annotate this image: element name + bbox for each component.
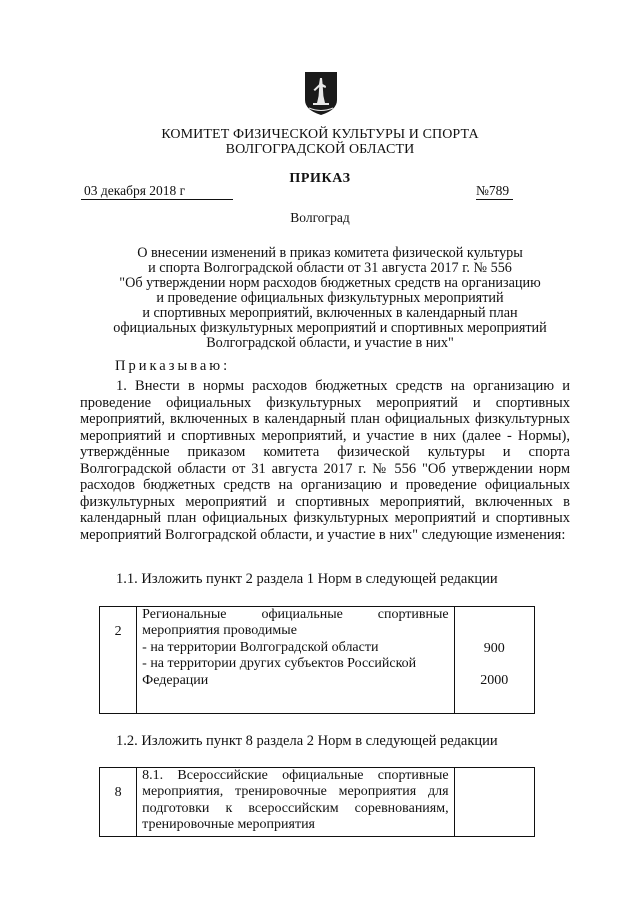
row-number: 8 (114, 785, 122, 800)
row-description-cell: 8.1. Всероссийские официальные спортивные мероприятия, тренировочные мероприятия для подготовки к всероссийским соревнованиям, тренировочные мероприятия (137, 768, 454, 837)
paragraph-1-text: 1. Внести в нормы расходов бюджетных средств на организацию и проведение официальных физкультурных мероприятий и спортивных мероприятий, включенных в календарный план официальных физкультурных мероприятий и спортивных мероприятий, и участие в них (далее - Нормы), утверждённые приказом комитета физической культуры и спорта Волгоградской области от 31 августа 2017 г. № 556 "Об утверждении норм расходов бюджетных средств на организацию и проведение официальных физкультурных мероприятий и спортивных мероприятий, включенных в календарный план официальных физкультурных мероприятий и спортивных мероприятий Волгоградской области, и участие в них" следующие изменения: (80, 378, 570, 543)
title-line: "Об утверждении норм расходов бюджетных средств на организацию (119, 275, 541, 291)
table-row (100, 768, 535, 837)
title-line: Волгоградской области, и участие в них" (206, 335, 454, 351)
row-number-cell (100, 607, 137, 714)
order-word: Приказываю: (115, 358, 231, 374)
document-city: Волгоград (290, 210, 350, 225)
table-row (100, 607, 535, 714)
norms-table-1 (99, 606, 535, 714)
title-line: и спорта Волгоградской области от 31 августа 2017 г. № 556 (148, 260, 512, 276)
document-number: №789 (476, 183, 513, 200)
row-description-cell (137, 607, 454, 714)
subitem-1-2: 1.2. Изложить пункт 8 раздела 2 Норм в следующей редакции (116, 733, 498, 749)
title-line: и спортивных мероприятий, включенных в календарный план (142, 305, 518, 321)
document-title (60, 246, 600, 351)
row-item-2: - на территории других субъектов Российской Федерации (142, 656, 417, 688)
subitem-1-1: 1.1. Изложить пункт 2 раздела 1 Норм в следующей редакции (116, 571, 498, 587)
row-description-head: Региональные официальные спортивные мероприятия проводимые (142, 607, 449, 639)
norms-table-2 (99, 767, 535, 837)
row-item-1: - на территории Волгоградской области (142, 639, 379, 655)
org-name-line1: КОМИТЕТ ФИЗИЧЕСКОЙ КУЛЬТУРЫ И СПОРТА (161, 127, 479, 142)
row-value-cell (454, 768, 534, 837)
title-line: официальных физкультурных мероприятий и спортивных мероприятий (113, 320, 547, 336)
paragraph-1 (80, 378, 570, 543)
row-value-1: 900 (483, 641, 505, 656)
org-name-line2: ВОЛГОГРАДСКОЙ ОБЛАСТИ (225, 142, 415, 157)
document-date: 03 декабря 2018 г (81, 183, 233, 200)
row-number: 2 (114, 624, 122, 639)
row-value-cell (454, 607, 534, 714)
document-type: ПРИКАЗ (289, 171, 351, 186)
title-line: О внесении изменений в приказ комитета физической культуры (137, 245, 523, 261)
row-value-2: 2000 (480, 673, 509, 689)
title-line: и проведение официальных физкультурных мероприятий (156, 290, 504, 306)
volgograd-region-crest-icon (303, 70, 339, 116)
row-number-cell (100, 768, 137, 837)
